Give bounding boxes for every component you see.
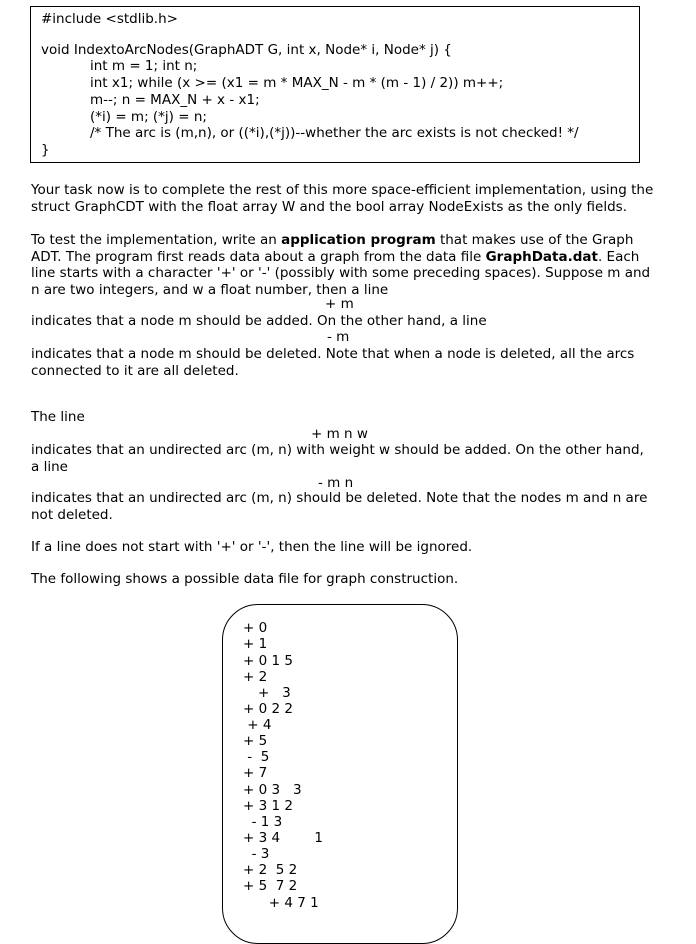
data-file-line: + 5 7 2 xyxy=(243,878,298,894)
data-file-line: + 2 xyxy=(243,669,268,685)
code-box xyxy=(30,6,640,163)
code-line: #include <stdlib.h> xyxy=(41,11,178,27)
text-run: that makes use of the Graph ADT. The program first reads data about a graph from the data file xyxy=(31,232,634,265)
data-file-line: + 0 2 2 xyxy=(243,701,293,717)
data-file-line: + 0 1 5 xyxy=(243,653,293,669)
code-line: } xyxy=(41,142,50,158)
data-file-line: + 2 5 2 xyxy=(243,862,298,878)
example-add-arc: + m n w xyxy=(311,426,368,442)
code-line: (*i) = m; (*j) = n; xyxy=(90,109,207,125)
paragraph-test-instructions xyxy=(31,232,656,298)
paragraph-add-node: indicates that a node m should be added. On the other hand, a line xyxy=(31,313,487,329)
data-file-line: + 5 xyxy=(243,733,268,749)
paragraph-add-arc: indicates that an undirected arc (m, n) with weight w should be added. On the other hand, a line xyxy=(31,442,644,475)
text-run: . Each line starts with a character '+' or '-' (possibly with some preceding spaces). Suppose m and n are two integers, and w a float number, then a line xyxy=(31,248,651,298)
paragraph-data-file-intro: The following shows a possible data file for graph construction. xyxy=(31,571,459,587)
data-file-line: + 3 4 1 xyxy=(243,830,323,846)
data-file-line: + 3 1 2 xyxy=(243,798,293,814)
code-line: void IndextoArcNodes(GraphADT G, int x, Node* i, Node* j) { xyxy=(41,42,452,58)
data-file-line: - 5 xyxy=(243,749,270,765)
code-line: int m = 1; int n; xyxy=(90,58,198,74)
paragraph-delete-arc: indicates that an undirected arc (m, n) should be deleted. Note that the nodes m and n are not deleted. xyxy=(31,490,648,523)
bold-term-data-file: GraphData.dat xyxy=(485,248,598,265)
paragraph-the-line: The line xyxy=(31,409,85,425)
data-file-line: + 7 xyxy=(243,765,268,781)
data-file-line: + 3 xyxy=(258,685,291,701)
paragraph-delete-node: indicates that a node m should be deleted. Note that when a node is deleted, all the arcs connected to it are all deleted. xyxy=(31,346,635,379)
data-file-line: + 0 xyxy=(243,620,268,636)
data-file-line: + 4 7 1 xyxy=(243,895,319,911)
code-line: m--; n = MAX_N + x - x1; xyxy=(90,92,260,108)
text-run: To test the implementation, write an xyxy=(31,232,282,248)
example-delete-arc: - m n xyxy=(318,475,354,491)
paragraph-ignore-rule: If a line does not start with '+' or '-', then the line will be ignored. xyxy=(31,539,473,555)
example-delete-node: - m xyxy=(327,329,350,345)
data-file-line: - 1 3 xyxy=(243,814,283,830)
data-file-line: - 3 xyxy=(243,846,270,862)
data-file-line: + 0 3 3 xyxy=(243,782,302,798)
code-line: /* The arc is (m,n), or ((*i),(*j))--whether the arc exists is not checked! */ xyxy=(90,125,579,141)
bold-term-application-program: application program xyxy=(281,232,436,248)
paragraph-task: Your task now is to complete the rest of this more space-efficient implementation, using the struct GraphCDT with the float array W and the bool array NodeExists as the only fields. xyxy=(31,182,654,215)
example-add-node: + m xyxy=(325,296,354,312)
code-line: int x1; while (x >= (x1 = m * MAX_N - m * (m - 1) / 2)) m++; xyxy=(90,75,504,91)
data-file-line: + 1 xyxy=(243,636,268,652)
data-file-line: + 4 xyxy=(243,717,272,733)
